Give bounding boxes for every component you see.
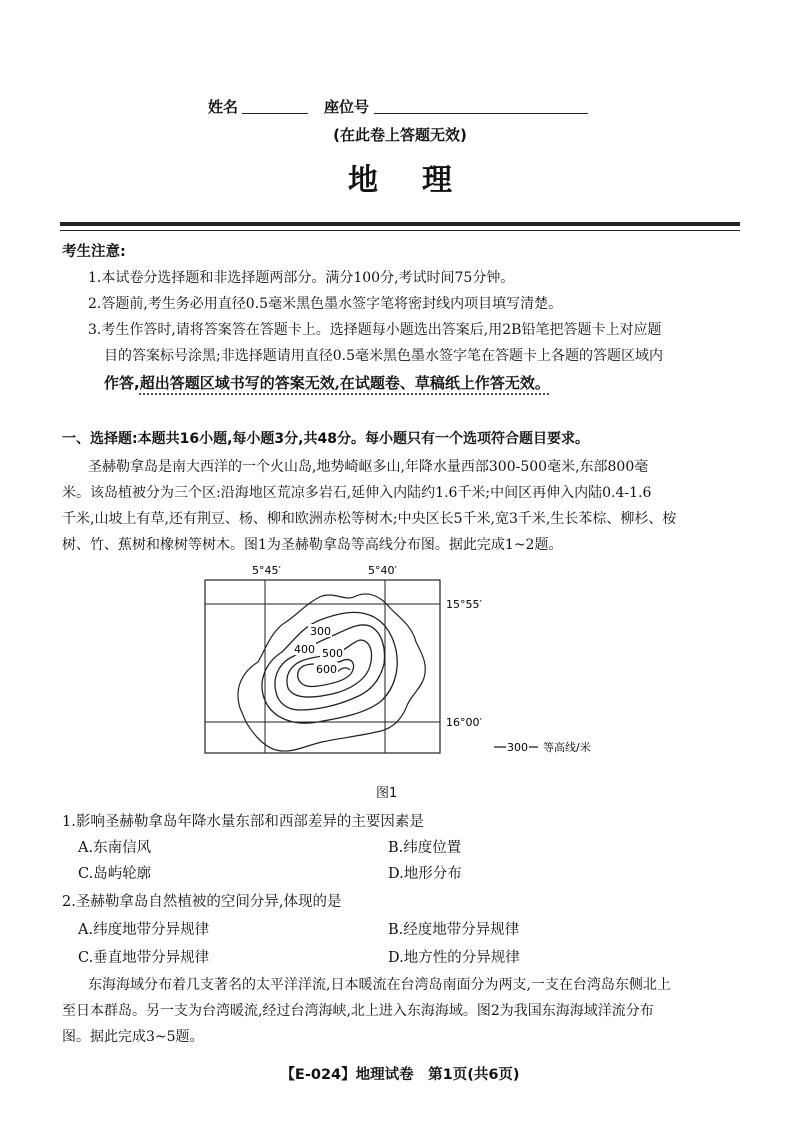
contour-label-600: 600 — [316, 663, 337, 676]
name-field[interactable] — [242, 113, 308, 114]
title-rule-thin — [60, 230, 740, 231]
contour-label-500: 500 — [322, 647, 343, 660]
question-option[interactable]: D.地形分布 — [388, 866, 462, 882]
question-option[interactable]: D.地方性的分异规律 — [388, 950, 520, 966]
answer-invalid-notice: (在此卷上答题无效) — [333, 126, 467, 144]
name-label: 姓名 — [208, 98, 239, 116]
figure1-caption: 图1 — [376, 786, 398, 801]
title-rule-thick — [60, 222, 740, 226]
passage-line: 图。据此完成3~5题。 — [62, 1029, 204, 1045]
passage-line: 圣赫勒拿岛是南大西洋的一个火山岛,地势崎岖多山,年降水量西部300-500毫米,东部800毫 — [88, 459, 649, 475]
question-option[interactable]: A.纬度地带分异规律 — [78, 922, 210, 938]
question-option[interactable]: C.岛屿轮廓 — [78, 866, 152, 882]
contour-label-400: 400 — [294, 643, 315, 656]
page-footer: 【E-024】地理试卷 第1页(共6页) — [280, 1067, 520, 1083]
passage-line: 千米,山坡上有草,还有荆豆、杨、柳和欧洲赤松等树木;中央区长5千米,宽3千米,生长苯棕、柳杉、桉 — [62, 511, 677, 527]
contour-label-300: 300 — [310, 625, 331, 638]
question-stem: 1.影响圣赫勒拿岛年降水量东部和西部差异的主要因素是 — [62, 814, 424, 830]
seat-label: 座位号 — [324, 98, 370, 116]
question-option[interactable]: B.经度地带分异规律 — [388, 922, 520, 938]
instructions-heading: 考生注意: — [62, 244, 126, 260]
question-option[interactable]: A.东南信风 — [78, 840, 152, 856]
lon-label-right: 5°40′ — [368, 564, 397, 577]
lat-label-bottom: 16°00′ — [446, 716, 482, 729]
page-title: 地理 — [348, 163, 496, 198]
question-stem: 2.圣赫勒拿岛自然植被的空间分异,体现的是 — [62, 894, 342, 910]
section-heading: 一、选择题:本题共16小题,每小题3分,共48分。每小题只有一个选项符合题目要求。 — [62, 431, 589, 447]
question-option[interactable]: B.纬度位置 — [388, 840, 462, 856]
instruction-item-end — [104, 372, 550, 393]
legend-label: 等高线/米 — [543, 741, 591, 754]
instruction-item: 2.答题前,考生务必用直径0.5毫米黑色墨水签字笔将密封线内项目填写清楚。 — [88, 296, 563, 312]
instruction-emphasis: 超出答题区域书写的答案无效,在试题卷、草稿纸上作答无效。 — [139, 374, 550, 392]
lat-label-top: 15°55′ — [446, 598, 482, 611]
instruction-end-a: 作答, — [104, 374, 140, 392]
instruction-item: 1.本试卷分选择题和非选择题两部分。满分100分,考试时间75分钟。 — [88, 270, 515, 286]
lon-label-left: 5°45′ — [252, 564, 281, 577]
legend-value: 300 — [507, 741, 528, 754]
question-option[interactable]: C.垂直地带分异规律 — [78, 950, 210, 966]
figure1-contour-map — [200, 560, 630, 800]
instruction-item: 3.考生作答时,请将答案答在答题卡上。选择题每小题选出答案后,用2B铅笔把答题卡上对应题 — [88, 322, 662, 338]
seat-field[interactable] — [374, 113, 588, 114]
passage-line: 至日本群岛。另一支为台湾暖流,经过台湾海峡,北上进入东海海域。图2为我国东海海域洋流分布 — [62, 1003, 654, 1019]
instruction-item-cont: 目的答案标号涂黑;非选择题请用直径0.5毫米黑色墨水签字笔在答题卡上各题的答题区域内 — [104, 348, 663, 364]
passage-line: 树、竹、蕉树和橡树等树木。图1为圣赫勒拿岛等高线分布图。据此完成1~2题。 — [62, 537, 563, 553]
contour-600-inner — [336, 668, 350, 674]
passage-line: 米。该岛植被分为三个区:沿海地区荒凉多岩石,延伸入内陆约1.6千米;中间区再伸入内陆0.4-1.6 — [62, 485, 652, 501]
passage-line: 东海海域分布着几支著名的太平洋洋流,日本暖流在台湾岛南面分为两支,一支在台湾岛东侧北上 — [88, 977, 671, 993]
